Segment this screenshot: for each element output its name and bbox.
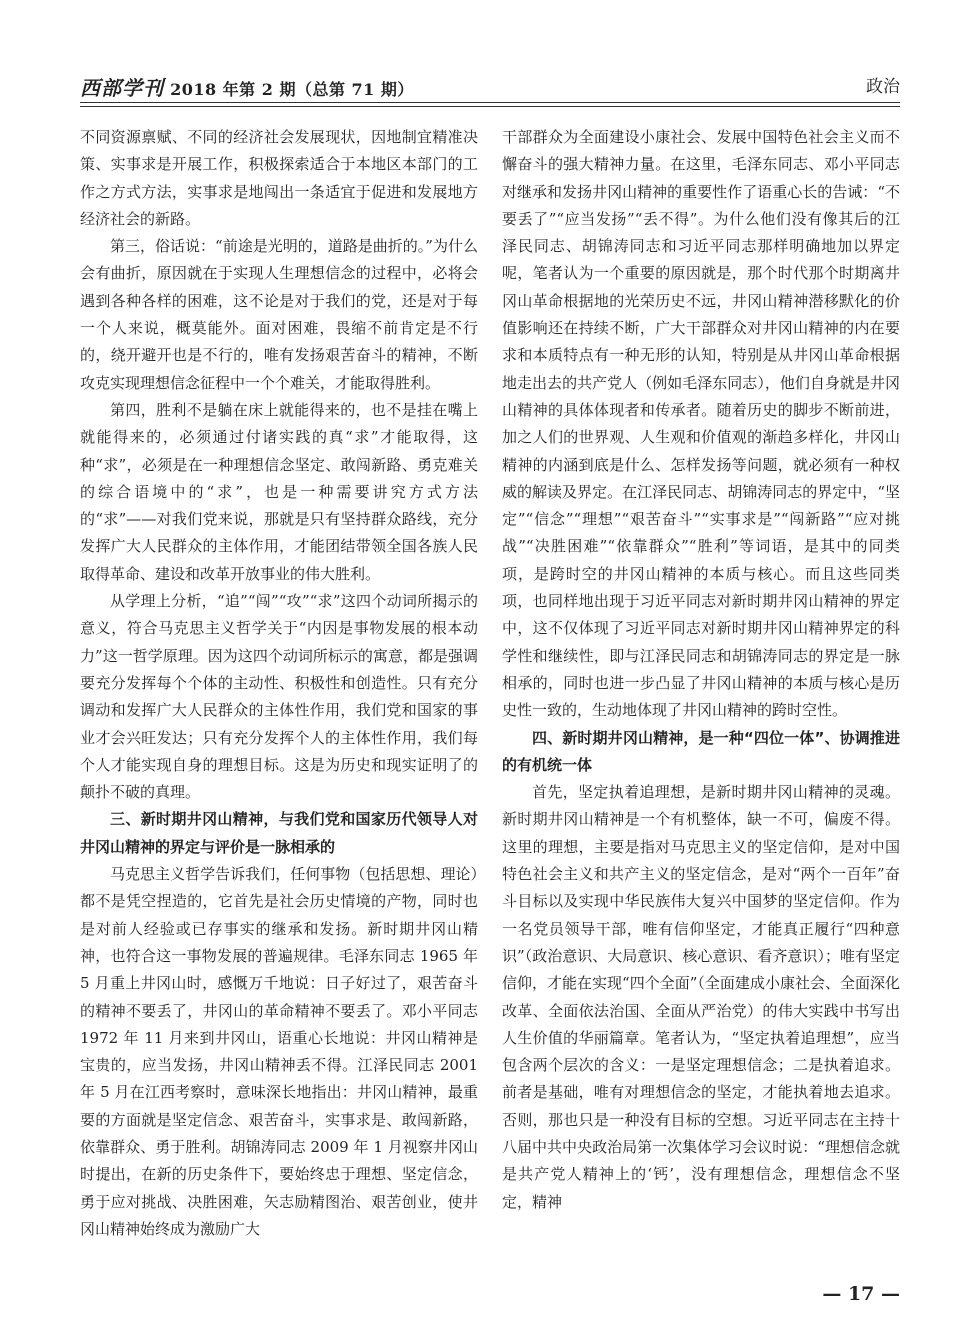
paragraph: 第三，俗话说：“前途是光明的，道路是曲折的。”为什么会有曲折，原因就在于实现人生理想信念的过程中，必将会遇到各种各样的困难，这不论是对于我们的党，还是对于每一个人来说，概莫能外。面对困难，畏缩不前肯定是不行的，绕开避开也是不行的，唯有发扬艰苦奋斗的精神，不断攻克实现理想信念征程中一个个难关，才能取得胜利。 (80, 237, 478, 392)
header-rule-top (80, 102, 900, 103)
header-rule-bottom (80, 106, 900, 107)
section-heading-4: 四、新时期井冈山精神，是一种“四位一体”、协调推进的有机统一体 (502, 728, 900, 774)
paragraph: 不同资源禀赋、不同的经济社会发展现状，因地制宜精准决策、实事求是开展工作，积极探索适合于本地区本部门的工作之方式方法，实事求是地闯出一条适宜于促进和发展地方经济社会的新路。 (80, 128, 478, 228)
section-heading-3: 三、新时期井冈山精神，与我们党和国家历代领导人对井冈山精神的界定与评价是一脉相承的 (80, 810, 478, 856)
page-header (80, 70, 900, 100)
journal-logo: 西部学刊 (80, 76, 164, 100)
right-column (502, 124, 900, 1216)
paragraph: 干部群众为全面建设小康社会、发展中国特色社会主义而不懈奋斗的强大精神力量。在这里，毛泽东同志、邓小平同志对继承和发扬井冈山精神的重要性作了语重心长的告诫：“不要丢了”“应当发扬”“丢不得”。为什么他们没有像其后的江泽民同志、胡锦涛同志和习近平同志那样明确地加以界定呢，笔者认为一个重要的原因就是，那个时代那个时期离井冈山革命根据地的光荣历史不远，井冈山精神潜移默化的价值影响还在持续不断，广大干部群众对井冈山精神的内在要求和本质特点有一种无形的认知，特别是从井冈山革命根据地走出去的共产党人（例如毛泽东同志），他们自身就是井冈山精神的具体体现者和传承者。随着历史的脚步不断前进，加之人们的世界观、人生观和价值观的渐趋多样化，井冈山精神的内涵到底是什么、怎样发扬等问题，就必须有一种权威的解读及界定。在江泽民同志、胡锦涛同志的界定中，“坚定”“信念”“理想”“艰苦奋斗”“实事求是”“闯新路”“应对挑战”“决胜困难”“依靠群众”“胜利”等词语，是其中的同类项，是跨时空的井冈山精神的本质与核心。而且这些同类项，也同样地出现于习近平同志对新时期井冈山精神的界定中，这不仅体现了习近平同志对新时期井冈山精神界定的科学性和继续性，即与江泽民同志和胡锦涛同志的界定是一脉相承的，同时也进一步凸显了井冈山精神的本质与核心是历史性一致的，生动地体现了井冈山精神的跨时空性。 (502, 128, 900, 720)
left-column (80, 124, 478, 1243)
paragraph: 从学理上分析，“追”“闯”“攻”“求”这四个动词所揭示的意义，符合马克思主义哲学关于“内因是事物发展的根本动力”这一哲学原理。因为这四个动词所标示的寓意，都是强调要充分发挥每个个体的主动性、积极性和创造性。只有充分调动和发挥广大人民群众的主体性作用，我们党和国家的事业才会兴旺发达；只有充分发挥个人的主体性作用，我们每个人才能实现自身的理想目标。这是为历史和现实证明了的颠扑不破的真理。 (80, 592, 478, 802)
paragraph: 首先，坚定执着追理想，是新时期井冈山精神的灵魂。新时期井冈山精神是一个有机整体，缺一不可，偏废不得。这里的理想，主要是指对马克思主义的坚定信仰，是对中国特色社会主义和共产主义的坚定信念，是对“两个一百年”奋斗目标以及实现中华民族伟大复兴中国梦的坚定信仰。作为一名党员领导干部，唯有信仰坚定，才能真正履行“四种意识”（政治意识、大局意识、核心意识、看齐意识）；唯有坚定信仰，才能在实现“四个全面”（全面建成小康社会、全面深化改革、全面依法治国、全面从严治党）的伟大实践中书写出人生价值的华丽篇章。笔者认为，“坚定执着追理想”，应当包含两个层次的含义：一是坚定理想信念；二是执着追求。前者是基础，唯有对理想信念的坚定，才能执着地去追求。否则，那也只是一种没有目标的空想。习近平同志在主持十八届中共中央政治局第一次集体学习会议时说：“理想信念就是共产党人精神上的‘钙’，没有理想信念，理想信念不坚定，精神 (502, 783, 900, 1211)
paragraph: 第四，胜利不是躺在床上就能得来的，也不是挂在嘴上就能得来的，必须通过付诸实践的真“求”才能取得，这种“求”，必须是在一种理想信念坚定、敢闯新路、勇克难关的综合语境中的“求”，也是一种需要讲究方式方法的“求”——对我们党来说，那就是只有坚持群众路线，充分发挥广大人民群众的主体作用，才能团结带领全国各族人民取得革命、建设和改革开放事业的伟大胜利。 (80, 400, 478, 583)
section-label: 政治 (866, 77, 900, 97)
issue-info: 2018 年第 2 期（总第 71 期） (170, 80, 414, 99)
paragraph: 马克思主义哲学告诉我们，任何事物（包括思想、理论）都不是凭空捏造的，它首先是社会历史情境的产物，同时也是对前人经验或已存事实的继承和发扬。新时期井冈山精神，也符合这一事物发展的普遍规律。毛泽东同志 1965 年 5 月重上井冈山时，感慨万千地说：日子好过了，艰苦奋斗的精神不要丢了，井冈山的革命精神不要丢了。邓小平同志 1972 年 11 月来到井冈山，语重心长地说：井冈山精神是宝贵的，应当发扬，井冈山精神丢不得。江泽民同志 2001 年 5 月在江西考察时，意味深长地指出：井冈山精神，最重要的方面就是坚定信念、艰苦奋斗，实事求是、敢闯新路，依靠群众、勇于胜利。胡锦涛同志 2009 年 1 月视察井冈山时提出，在新的历史条件下，要始终忠于理想、坚定信念，勇于应对挑战、决胜困难，矢志励精图治、艰苦创业，使井冈山精神始终成为激励广大 (80, 865, 478, 1238)
page-number: — 17 — (822, 1283, 900, 1305)
journal-masthead (80, 72, 414, 101)
